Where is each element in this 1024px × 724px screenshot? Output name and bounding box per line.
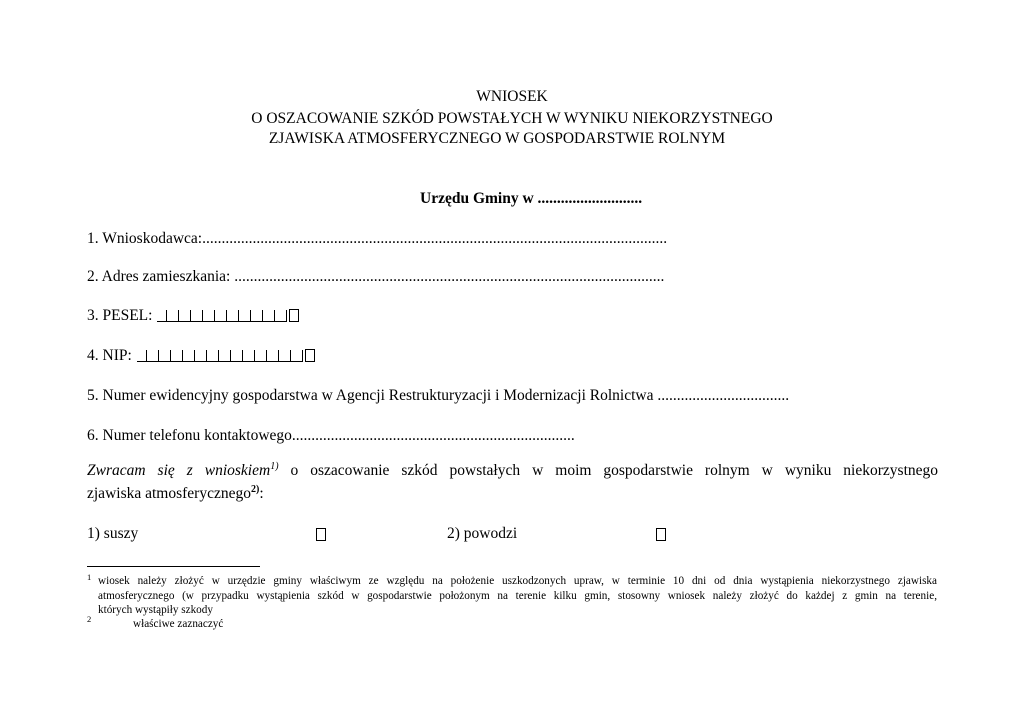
footnote-1-line1: wiosek należy złożyć w urzędzie gminy właściwym ze względu na położenie uszkodzonych upraw, w terminie 10 dni od dnia wystąpienia niekorzystnego zjawiska xyxy=(98,575,937,587)
pesel-field[interactable] xyxy=(87,307,299,325)
footnote-2-text: właściwe zaznaczyć xyxy=(133,618,224,630)
address-field[interactable]: 2. Adres zamieszkania: ............................................................................................................... xyxy=(87,268,665,285)
request-footnote-ref-2: 2) xyxy=(250,484,260,495)
request-line1 xyxy=(87,461,938,480)
footnote-1-line3: których wystąpiły szkody xyxy=(98,604,213,616)
nip-label: 4. NIP: xyxy=(87,347,132,364)
option-drought-checkbox[interactable] xyxy=(316,528,326,546)
form-title: WNIOSEK xyxy=(476,88,548,105)
nip-input-boxes[interactable] xyxy=(137,349,315,362)
footnote-1-number: 1 xyxy=(87,572,92,582)
footnote-2-number: 2 xyxy=(87,614,92,624)
addressee[interactable]: Urzędu Gminy w ........................... xyxy=(420,190,643,207)
farm-number-field[interactable]: 5. Numer ewidencyjny gospodarstwa w Agencji Restrukturyzacji i Modernizacji Rolnictwa .................................. xyxy=(87,387,790,404)
nip-field[interactable] xyxy=(87,347,315,365)
request-text2-end: : xyxy=(259,485,264,503)
option-flood-label: 2) powodzi xyxy=(447,525,518,542)
request-text1: o oszacowanie szkód powstałych w moim gospodarstwie rolnym w wyniku niekorzystnego xyxy=(278,462,939,480)
applicant-field[interactable]: 1. Wnioskodawca:........................................................................................................................ xyxy=(87,230,668,247)
footnote-1-line2: atmosferycznego (w przypadku wystąpienia szkód w gospodarstwie położonym na terenie kilku gmin, stosowny wniosek należy złożyć do każdej z gmin na terenie, xyxy=(98,590,937,602)
request-line2 xyxy=(87,484,264,503)
option-flood-checkbox[interactable] xyxy=(656,528,666,546)
option-drought-label: 1) suszy xyxy=(87,525,139,542)
pesel-label: 3. PESEL: xyxy=(87,307,153,324)
request-footnote-ref-1: 1) xyxy=(270,461,279,472)
form-subtitle-line2: ZJAWISKA ATMOSFERYCZNEGO W GOSPODARSTWIE ROLNYM xyxy=(268,130,726,147)
pesel-input-boxes[interactable] xyxy=(157,309,299,322)
form-subtitle-line1: O OSZACOWANIE SZKÓD POWSTAŁYCH W WYNIKU NIEKORZYSTNEGO xyxy=(251,110,773,127)
phone-field[interactable]: 6. Numer telefonu kontaktowego......................................................................... xyxy=(87,427,575,444)
request-lead: Zwracam się z wnioskiem xyxy=(87,462,271,480)
footnote-separator xyxy=(87,566,260,567)
request-text2: zjawiska atmosferycznego xyxy=(87,485,251,503)
